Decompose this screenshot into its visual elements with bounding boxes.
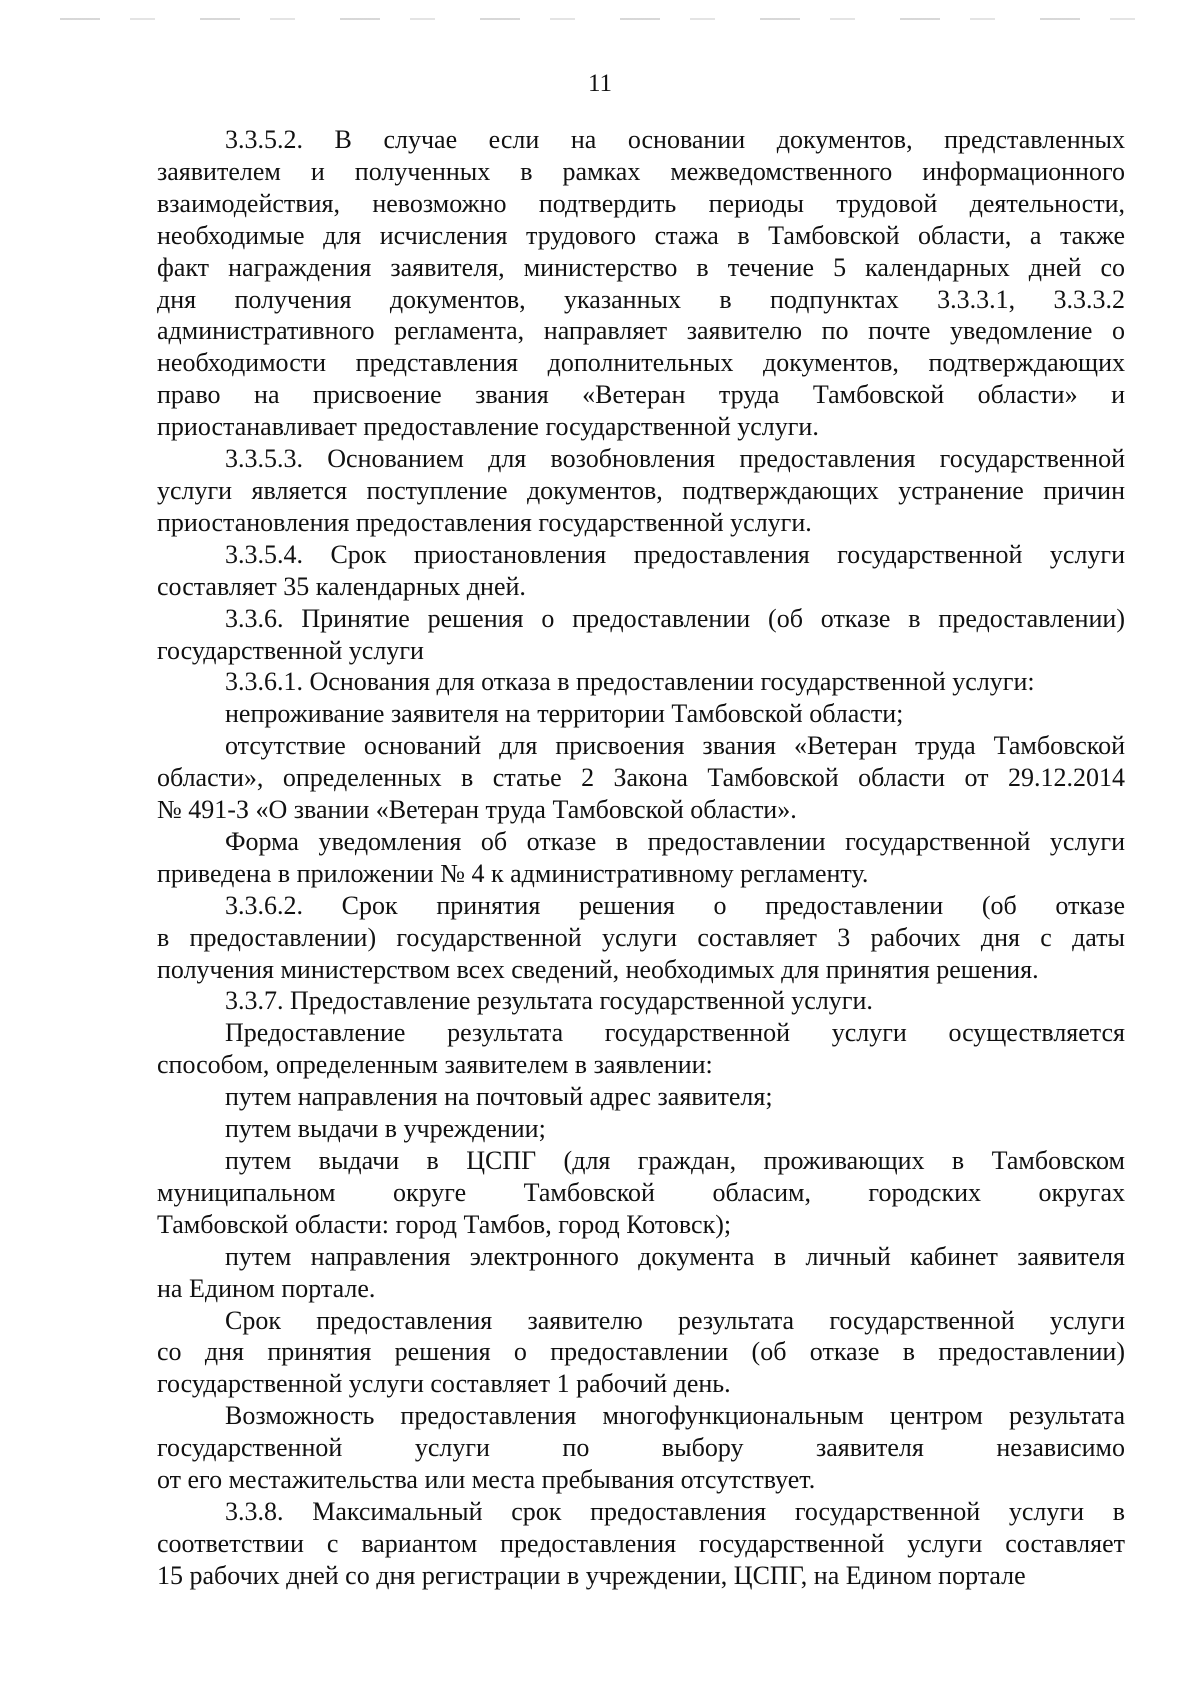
text-line: взаимодействия, невозможно подтвердить периоды трудовой деятельности, [157,188,1125,218]
text-line: приостановления предоставления государственной услуги. [157,507,812,537]
paragraph-3-3-7-term [157,1305,1125,1401]
paragraph-3-3-5-4 [157,539,1125,603]
text-line: право на присвоение звания «Ветеран труда Тамбовской области» и [157,380,1125,410]
paragraph-3-3-6-1-b [157,730,1125,826]
text-line: 3.3.8. Максимальный срок предоставления государственной услуги в [225,1496,1125,1526]
text-line: 3.3.5.3. Основанием для возобновления предоставления государственной [225,444,1125,474]
paragraph-3-3-6-1-a [157,698,1125,730]
text-line: 3.3.5.4. Срок приостановления предоставления государственной услуги [225,539,1125,569]
paragraph-3-3-7 [157,985,1125,1017]
text-line: услуги является поступление документов, подтверждающих устранение причин [157,475,1125,505]
text-line: непроживание заявителя на территории Тамбовской области; [225,699,904,729]
text-line: дня получения документов, указанных в подпунктах 3.3.3.1, 3.3.3.2 [157,284,1125,314]
paragraph-3-3-7-a [157,1081,1125,1113]
paragraph-3-3-6-1 [157,666,1125,698]
text-line: в предоставлении) государственной услуги составляет 3 рабочих дня с даты [157,922,1125,952]
text-line: на Едином портале. [157,1273,376,1303]
text-line: 15 рабочих дней со дня регистрации в учреждении, ЦСПГ, на Едином портале [157,1560,1026,1590]
paragraph-3-3-7-b [157,1113,1125,1145]
text-line: путем направления на почтовый адрес заявителя; [225,1082,773,1112]
text-line: необходимости представления дополнительных документов, подтверждающих [157,348,1125,378]
scan-edge-artifact [60,18,1140,20]
text-line: путем выдачи в учреждении; [225,1114,546,1144]
paragraph-3-3-7-mfc [157,1400,1125,1496]
paragraph-3-3-5-2 [157,124,1125,443]
text-line: приостанавливает предоставление государственной услуги. [157,412,819,442]
page-number: 11 [587,70,613,97]
text-line: приведена в приложении № 4 к административному регламенту. [157,858,869,888]
text-line: государственной услуги [157,635,424,665]
text-line: 3.3.6.1. Основания для отказа в предоставлении государственной услуги: [225,667,1035,697]
paragraph-3-3-8 [157,1496,1125,1592]
paragraph-3-3-6-2 [157,890,1125,986]
text-line: Возможность предоставления многофункциональным центром результата [225,1401,1125,1431]
text-line: Форма уведомления об отказе в предоставлении государственной услуги [225,826,1125,856]
text-line: муниципальном округе Тамбовской обласим, городских округах [157,1177,1125,1207]
paragraph-3-3-7-intro [157,1017,1125,1081]
paragraph-3-3-7-d [157,1241,1125,1305]
text-line: административного регламента, направляет заявителю по почте уведомление о [157,316,1125,346]
text-line: путем направления электронного документа в личный кабинет заявителя [225,1241,1125,1271]
text-line: от его местажительства или места пребывания отсутствует. [157,1465,816,1495]
paragraph-3-3-5-3 [157,443,1125,539]
text-line: соответствии с вариантом предоставления государственной услуги составляет [157,1528,1125,1558]
text-line: составляет 35 календарных дней. [157,571,526,601]
text-line: заявителем и полученных в рамках межведомственного информационного [157,156,1125,186]
text-line: Предоставление результата государственной услуги осуществляется [225,1018,1125,1048]
text-line: 3.3.6. Принятие решения о предоставлении (об отказе в предоставлении) [225,603,1125,633]
text-line: путем выдачи в ЦСПГ (для граждан, проживающих в Тамбовском [225,1146,1125,1175]
text-line: способом, определенным заявителем в заявлении: [157,1050,713,1080]
text-line: необходимые для исчисления трудового стажа в Тамбовской области, а также [157,220,1125,250]
text-line: области», определенных в статье 2 Закона Тамбовской области от 29.12.2014 [157,763,1125,793]
document-body [157,124,1125,1592]
text-line: факт награждения заявителя, министерство в течение 5 календарных дней со [157,252,1125,282]
text-line: отсутствие оснований для присвоения звания «Ветеран труда Тамбовской [225,731,1125,761]
text-line: № 491-З «О звании «Ветеран труда Тамбовской области». [157,795,797,825]
paragraph-3-3-6 [157,603,1125,667]
text-line: со дня принятия решения о предоставлении (об отказе в предоставлении) [157,1337,1125,1367]
text-line: 3.3.6.2. Срок принятия решения о предоставлении (об отказе [225,890,1125,920]
text-line: государственной услуги составляет 1 рабочий день. [157,1369,731,1399]
text-line: Срок предоставления заявителю результата государственной услуги [225,1305,1125,1335]
text-line: Тамбовской области: город Тамбов, город Котовск); [157,1209,732,1239]
text-line: 3.3.7. Предоставление результата государственной услуги. [225,986,873,1016]
text-line: государственной услуги по выбору заявителя независимо [157,1433,1125,1463]
paragraph-3-3-7-c [157,1145,1125,1241]
paragraph-3-3-6-1-form [157,826,1125,890]
text-line: получения министерством всех сведений, необходимых для принятия решения. [157,954,1039,984]
text-line: 3.3.5.2. В случае если на основании документов, представленных [225,125,1125,154]
